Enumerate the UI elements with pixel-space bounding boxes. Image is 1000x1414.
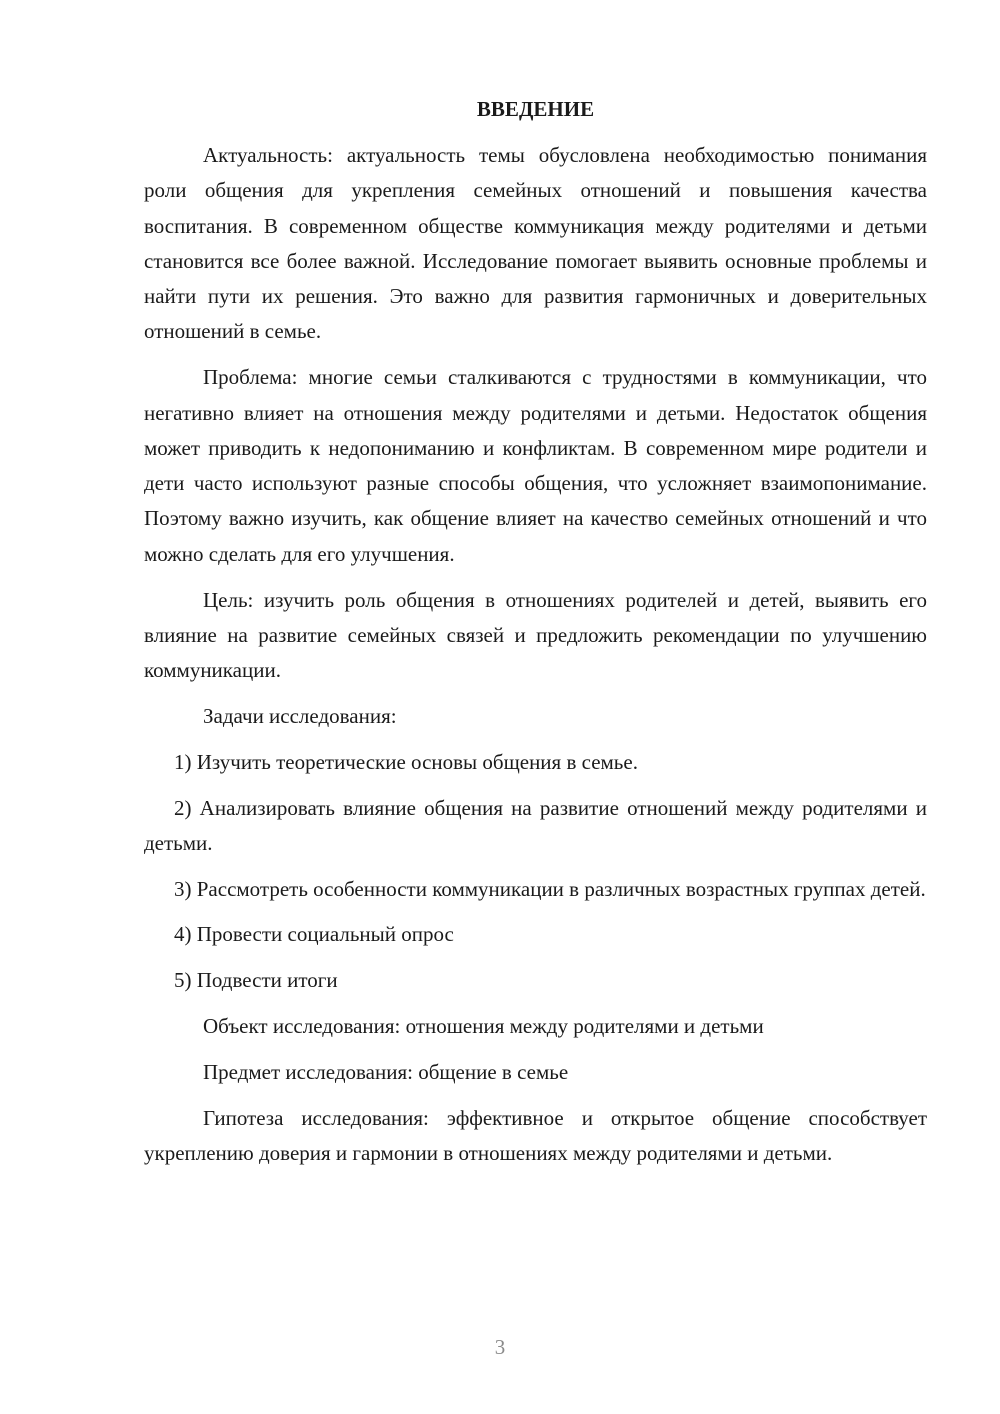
task-item-4: 4) Провести социальный опрос: [174, 922, 454, 947]
goal-paragraph: Цель: изучить роль общения в отношениях родителей и детей, выявить его влияние на развитие семейных связей и предложить рекомендации по улучшению коммуникации.: [144, 587, 927, 683]
tasks-heading: Задачи исследования:: [203, 703, 397, 728]
page-content: [144, 92, 927, 1182]
page-number: 3: [494, 1335, 506, 1359]
task-item-2: 2) Анализировать влияние общения на развитие отношений между родителями и детьми.: [144, 795, 927, 855]
task-item-3: 3) Рассмотреть особенности коммуникации в различных возрастных группах детей.: [174, 876, 926, 901]
research-subject: Предмет исследования: общение в семье: [203, 1059, 569, 1084]
research-object: Объект исследования: отношения между родителями и детьми: [203, 1014, 764, 1039]
relevance-paragraph: Актуальность: актуальность темы обусловлена необходимостью понимания роли общения для укрепления семейных отношений и повышения качества воспитания. В современном обществе коммуникация между родителями и детьми становится все более важной. Исследование помогает выявить основные проблемы и найти пути их решения. Это важно для развития гармоничных и доверительных отношений в семье.: [144, 143, 927, 344]
research-hypothesis: Гипотеза исследования: эффективное и открытое общение способствует укреплению доверия и гармонии в отношениях между родителями и детьми.: [144, 1105, 927, 1165]
task-item-5: 5) Подвести итоги: [174, 968, 338, 993]
section-heading: ВВЕДЕНИЕ: [476, 97, 595, 121]
task-item-1: 1) Изучить теоретические основы общения в семье.: [174, 749, 638, 774]
problem-paragraph: Проблема: многие семьи сталкиваются с трудностями в коммуникации, что негативно влияет на отношения между родителями и детьми. Недостаток общения может приводить к недопониманию и конфликтам. В современном мире родители и дети часто используют разные способы общения, что усложняет взаимопонимание. Поэтому важно изучить, как общение влияет на качество семейных отношений и что можно сделать для его улучшения.: [144, 365, 927, 566]
